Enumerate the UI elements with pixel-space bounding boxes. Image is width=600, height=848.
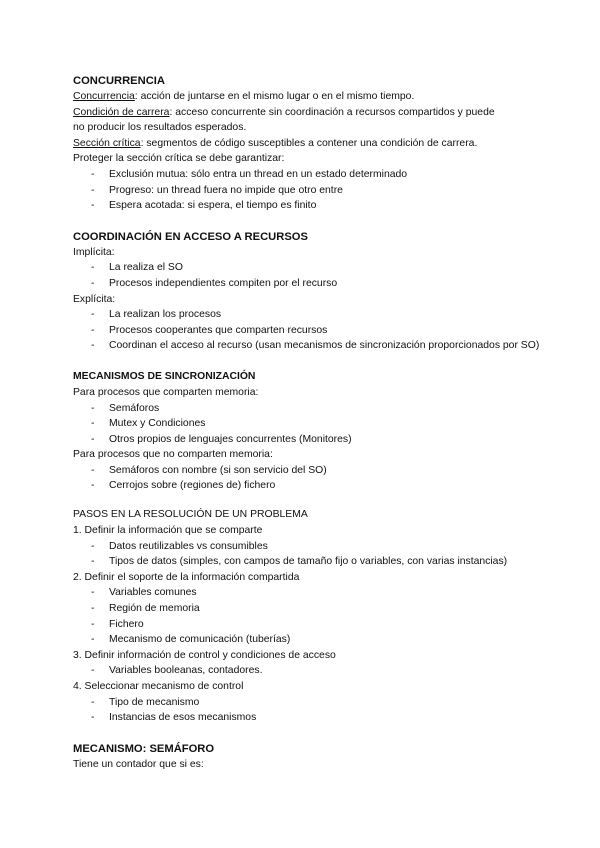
list-item-text: Exclusión mutua: sólo entra un thread en un estado determinado bbox=[109, 168, 408, 180]
heading-coordinacion: COORDINACIÓN EN ACCESO A RECURSOS bbox=[73, 230, 308, 243]
list-item-text: Espera acotada: si espera, el tiempo es finito bbox=[109, 200, 317, 212]
dash-marker: - bbox=[91, 309, 95, 321]
dash-marker: - bbox=[91, 634, 95, 646]
list-item bbox=[73, 416, 543, 432]
dash-marker: - bbox=[91, 587, 95, 599]
list-item bbox=[73, 617, 543, 633]
list-item-text: Región de memoria bbox=[109, 603, 200, 615]
term-seccion-critica: Sección crítica bbox=[73, 137, 141, 149]
list-item-text: Variables comunes bbox=[109, 587, 197, 599]
list-item-text: Cerrojos sobre (regiones de) fichero bbox=[109, 480, 276, 492]
list-item bbox=[73, 478, 543, 494]
term-condicion-carrera: Condición de carrera bbox=[73, 106, 170, 118]
paragraph-semaforo-intro: Tiene un contador que si es: bbox=[73, 758, 204, 770]
list-item-text: Fichero bbox=[109, 618, 144, 630]
list-item bbox=[73, 198, 543, 214]
list-item bbox=[73, 276, 543, 292]
label-no-comparten: Para procesos que no comparten memoria: bbox=[73, 449, 273, 461]
dash-marker: - bbox=[91, 418, 95, 430]
list-item bbox=[73, 323, 543, 339]
list-item bbox=[73, 710, 543, 726]
list-explicita bbox=[73, 307, 543, 354]
list-item-text: Tipos de datos (simples, con campos de tamaño fijo o variables, con varias instancias) bbox=[109, 556, 508, 568]
dash-marker: - bbox=[91, 324, 95, 336]
list-step-2 bbox=[73, 585, 543, 647]
list-item bbox=[73, 183, 543, 199]
step-label: 1. Definir la información que se comparte bbox=[73, 525, 263, 537]
list-item bbox=[73, 260, 543, 276]
definition-text: : segmentos de código susceptibles a contener una condición de carrera. bbox=[140, 137, 478, 149]
dash-marker: - bbox=[91, 540, 95, 552]
list-implicita bbox=[73, 260, 543, 291]
list-item-text: Otros propios de lenguajes concurrentes (Monitores) bbox=[109, 433, 352, 445]
definition-concurrencia bbox=[73, 89, 543, 105]
list-item-text: Mutex y Condiciones bbox=[109, 418, 206, 430]
list-garantias bbox=[73, 167, 543, 214]
list-item-text: Procesos independientes compiten por el recurso bbox=[109, 277, 338, 289]
definition-text: : acción de juntarse en el mismo lugar o en el mismo tiempo. bbox=[134, 91, 415, 102]
list-step-1 bbox=[73, 539, 543, 570]
list-item-text: Progreso: un thread fuera no impide que otro entre bbox=[109, 184, 343, 196]
dash-marker: - bbox=[91, 433, 95, 445]
dash-marker: - bbox=[91, 168, 95, 180]
dash-marker: - bbox=[91, 556, 95, 568]
dash-marker: - bbox=[91, 200, 95, 212]
list-item-text: La realiza el SO bbox=[109, 262, 183, 274]
definition-condicion-carrera bbox=[73, 105, 503, 136]
heading-concurrencia: CONCURRENCIA bbox=[73, 75, 165, 87]
dash-marker: - bbox=[91, 665, 95, 677]
dash-marker: - bbox=[91, 184, 95, 196]
list-item-text: Tipo de mecanismo bbox=[109, 696, 200, 708]
heading-mecanismos: MECANISMOS DE SINCRONIZACIÓN bbox=[73, 370, 256, 382]
list-no-comparten bbox=[73, 463, 543, 494]
dash-marker: - bbox=[91, 480, 95, 492]
label-explicita: Explícita: bbox=[73, 293, 116, 305]
list-item-text: Semáforos bbox=[109, 402, 160, 414]
label-implicita: Implícita: bbox=[73, 246, 115, 258]
dash-marker: - bbox=[91, 464, 95, 476]
list-step-3 bbox=[73, 663, 543, 679]
list-item bbox=[73, 695, 543, 711]
list-item bbox=[73, 554, 543, 570]
definition-text: : acceso concurrente sin coordinación a recursos compartidos y puede no producir los resultados esperados. bbox=[73, 106, 495, 134]
list-item-text: Semáforos con nombre (si son servicio del SO) bbox=[109, 464, 327, 476]
list-item bbox=[73, 601, 543, 617]
paragraph-intro: Proteger la sección crítica se debe garantizar: bbox=[73, 153, 285, 165]
list-step-4 bbox=[73, 695, 543, 726]
list-comparten bbox=[73, 401, 543, 448]
definition-seccion-critica bbox=[73, 136, 543, 152]
dash-marker: - bbox=[91, 603, 95, 615]
list-item bbox=[73, 167, 543, 183]
list-item-text: Coordinan el acceso al recurso (usan mecanismos de sincronización proporcionados por SO) bbox=[109, 340, 540, 352]
term-concurrencia: Concurrencia bbox=[73, 91, 135, 102]
list-item bbox=[73, 338, 543, 354]
step-label: 3. Definir información de control y condiciones de acceso bbox=[73, 649, 336, 661]
label-comparten: Para procesos que comparten memoria: bbox=[73, 386, 259, 398]
list-item bbox=[73, 307, 543, 323]
list-item-text: Datos reutilizables vs consumibles bbox=[109, 540, 268, 552]
dash-marker: - bbox=[91, 277, 95, 289]
heading-pasos: PASOS EN LA RESOLUCIÓN DE UN PROBLEMA bbox=[73, 509, 308, 521]
dash-marker: - bbox=[91, 712, 95, 724]
step-label: 4. Seleccionar mecanismo de control bbox=[73, 681, 244, 692]
list-item-text: La realizan los procesos bbox=[109, 309, 222, 321]
list-item-text: Variables booleanas, contadores. bbox=[109, 665, 263, 677]
list-item-text: Instancias de esos mecanismos bbox=[109, 712, 257, 724]
dash-marker: - bbox=[91, 696, 95, 708]
list-item-text: Procesos cooperantes que comparten recursos bbox=[109, 324, 328, 336]
dash-marker: - bbox=[91, 262, 95, 274]
list-item bbox=[73, 463, 543, 479]
list-item bbox=[73, 401, 543, 417]
document-content bbox=[73, 73, 543, 772]
list-item bbox=[73, 432, 543, 448]
dash-marker: - bbox=[91, 340, 95, 352]
list-item bbox=[73, 663, 543, 679]
list-item bbox=[73, 632, 543, 648]
list-item bbox=[73, 539, 543, 555]
list-item bbox=[73, 585, 543, 601]
dash-marker: - bbox=[91, 402, 95, 414]
heading-semaforo: MECANISMO: SEMÁFORO bbox=[73, 742, 215, 755]
step-label: 2. Definir el soporte de la información compartida bbox=[73, 571, 300, 583]
list-item-text: Mecanismo de comunicación (tuberías) bbox=[109, 634, 291, 646]
dash-marker: - bbox=[91, 618, 95, 630]
